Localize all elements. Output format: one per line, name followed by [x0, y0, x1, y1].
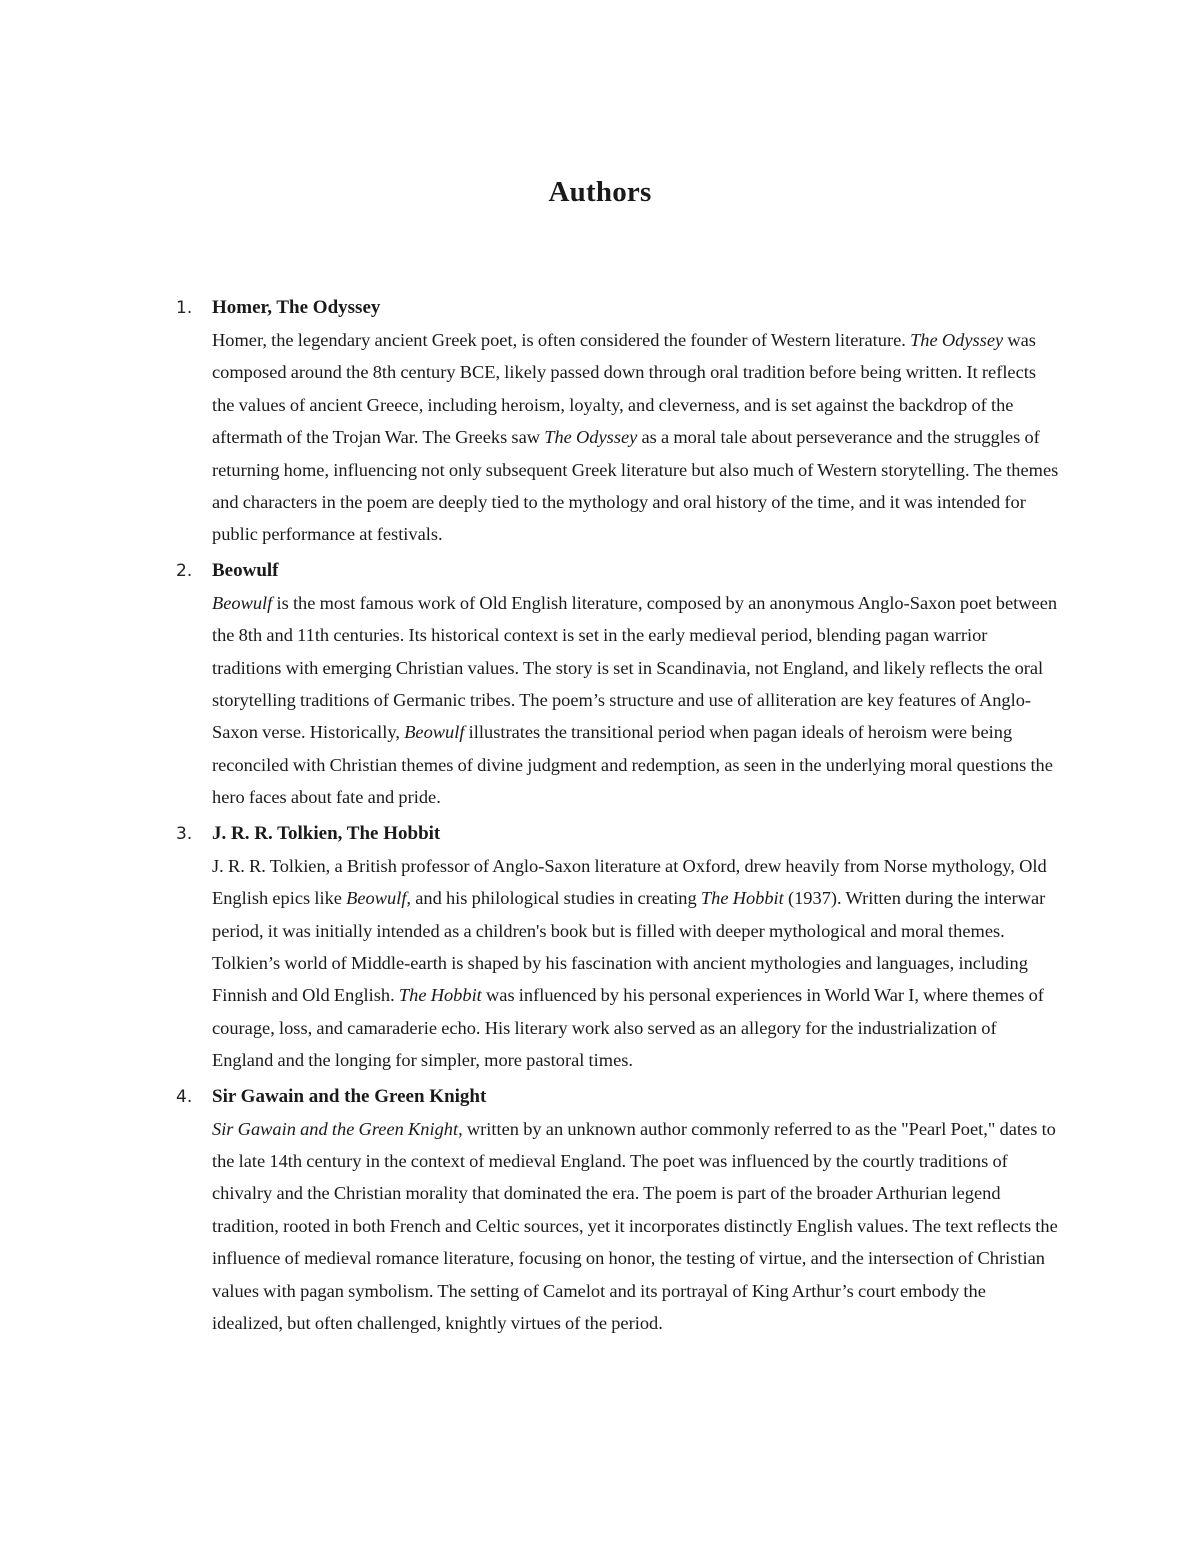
- entry-heading: J. R. R. Tolkien, The Hobbit: [212, 822, 441, 844]
- italic-title: Beowulf: [404, 722, 465, 743]
- italic-title: The Odyssey: [544, 427, 638, 448]
- entry-heading: Homer, The Odyssey: [212, 297, 381, 318]
- list-item: [0, 818, 1060, 1077]
- body-text: Homer, the legendary ancient Greek poet, is often considered the founder of Western literature.: [212, 330, 911, 350]
- italic-title: Beowulf: [212, 592, 273, 613]
- entry-body: [212, 324, 1060, 551]
- body-text: (1937). Written during the interwar period, it was initially intended as a children's book but is filled with deeper mythological and moral themes. Tolkien’s world of Middle-earth is shaped by his fascination with ancient mythologies and languages, including Finnish and Old English.: [212, 888, 1046, 1006]
- italic-title: The Hobbit: [700, 888, 784, 909]
- entry-heading: Beowulf: [212, 559, 279, 581]
- body-text: was influenced by his personal experiences in World War I, where themes of courage, loss, and camaraderie echo. His literary work also served as an allegory for the industrialization of England and the longing for simpler, more pastoral times.: [212, 985, 1044, 1071]
- italic-title: Sir Gawain and the Green Knight,: [212, 1118, 463, 1139]
- italic-title: Beowulf,: [346, 888, 412, 909]
- entry-body: [212, 850, 1060, 1077]
- body-text: as a moral tale about perseverance and the struggles of returning home, influencing not only subsequent Greek literature but also much of Western storytelling. The themes and characters in the poem are deeply tied to the mythology and oral history of the time, and it was intended for public performance at festivals.: [212, 427, 1059, 545]
- list-number: 1.: [176, 298, 193, 318]
- italic-title: The Odyssey: [910, 330, 1004, 350]
- entry-heading: Sir Gawain and the Green Knight: [212, 1085, 487, 1107]
- list-item: [0, 555, 1060, 814]
- body-text: J. R. R. Tolkien, a British professor of Anglo-Saxon literature at Oxford, drew heavily from Norse mythology, Old English epics like: [212, 855, 1047, 909]
- italic-title: The Hobbit: [398, 985, 482, 1006]
- entry-body: [212, 1113, 1060, 1340]
- body-text: and his philological studies in creating: [411, 888, 701, 909]
- list-number: 2.: [176, 560, 193, 581]
- entry-body: [212, 587, 1060, 814]
- list-item: [0, 1081, 1060, 1340]
- body-text: written by an unknown author commonly referred to as the "Pearl Poet," dates to the late 14th century in the context of medieval England. The poet was influenced by the courtly traditions of chivalry and the Christian morality that dominated the era. The poem is part of the broader Arthurian legend tradition, rooted in both French and Celtic sources, yet it incorporates distinctly English values. The text reflects the influence of medieval romance literature, focusing on honor, the testing of virtue, and the intersection of Christian values with pagan symbolism. The setting of Camelot and its portrayal of King Arthur’s court embody the idealized, but often challenged, knightly virtues of the period.: [212, 1118, 1058, 1333]
- author-list: [0, 292, 1200, 1343]
- body-text: illustrates the transitional period when pagan ideals of heroism were being reconciled with Christian themes of divine judgment and redemption, as seen in the underlying moral questions the hero faces about fate and pride.: [212, 722, 1053, 808]
- body-text: was composed around the 8th century BCE, likely passed down through oral tradition before being written. It reflects the values of ancient Greece, including heroism, loyalty, and cleverness, and is set against the backdrop of the aftermath of the Trojan War. The Greeks saw: [212, 330, 1037, 448]
- list-number: 3.: [176, 823, 193, 844]
- list-number: 4.: [176, 1086, 193, 1107]
- body-text: is the most famous work of Old English literature, composed by an anonymous Anglo-Saxon poet between the 8th and 11th centuries. Its historical context is set in the early medieval period, blending pagan warrior traditions with emerging Christian values. The story is set in Scandinavia, not England, and likely reflects the oral storytelling traditions of Germanic tribes. The poem’s structure and use of alliteration are key features of Anglo-Saxon verse. Historically,: [212, 592, 1058, 743]
- list-item: [0, 292, 1060, 551]
- page-title: Authors: [548, 176, 652, 208]
